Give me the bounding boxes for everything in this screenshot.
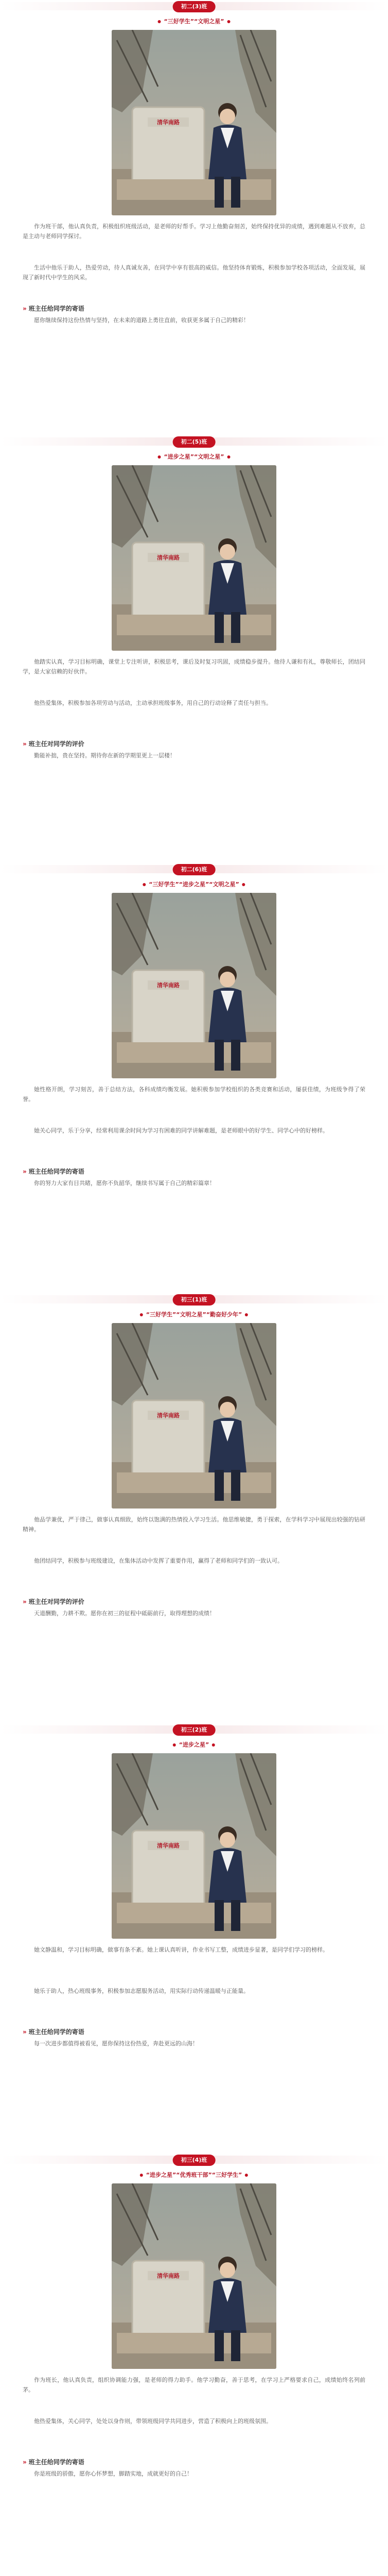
plaque-text: 清华南路 — [157, 119, 180, 126]
honor-title — [139, 879, 248, 890]
star-icon — [242, 883, 245, 886]
student-paragraph: 她文静温和，学习目标明确，做事有条不紊。她上课认真听讲，作业书写工整，成绩进步显著，是同学们学习的榜样。 — [34, 1946, 328, 1953]
class-tag: 初三(1)班 — [173, 1294, 216, 1306]
student-photo — [112, 1323, 276, 1509]
honor-title — [155, 16, 234, 27]
comment-title: » 班主任给同学的寄语 — [23, 1168, 84, 1175]
plaque-text: 清华南路 — [157, 982, 180, 989]
student-paragraph: 他品学兼优，严于律己，做事认真细致，始终以饱满的热情投入学习生活。他思维敏捷，勇于探索，在学科学习中展现出较强的钻研精神。 — [23, 1516, 365, 1533]
photo-illustration — [112, 465, 276, 651]
bullet-icon: » — [23, 2459, 27, 2466]
comment-title: » 班主任给同学的寄语 — [23, 2459, 84, 2466]
student-photo — [112, 2183, 276, 2369]
photo-illustration — [112, 1753, 276, 1939]
honor-title — [170, 1740, 218, 1750]
student-photo — [112, 1753, 276, 1939]
honor-text: “三好学生”“进步之星”“文明之星” — [149, 881, 239, 888]
student-paragraph: 作为班干部，他认真负责，积极组织班级活动，是老师的好帮手。学习上他勤奋刻苦，始终保持优异的成绩，遇到难题从不放弃，总是主动与老师同学探讨。 — [23, 223, 365, 240]
student-paragraph: 他团结同学，积极参与班级建设，在集体活动中发挥了重要作用，赢得了老师和同学们的一致认可。 — [34, 1557, 283, 1564]
student-paragraph: 她乐于助人，热心班级事务，积极参加志愿服务活动，用实际行动传递温暖与正能量。 — [34, 1988, 249, 1994]
student-photo — [112, 30, 276, 215]
star-icon — [143, 883, 146, 886]
star-icon — [212, 1743, 215, 1747]
comment-text: 你的努力大家有目共睹，愿你不负韶华，继续书写属于自己的精彩篇章！ — [34, 1180, 215, 1187]
class-tag: 初二(6)班 — [173, 864, 216, 875]
star-icon — [227, 20, 230, 23]
star-icon — [158, 455, 161, 459]
star-icon — [245, 1313, 248, 1316]
bullet-icon: » — [23, 1168, 27, 1175]
plaque-text: 清华南路 — [157, 1842, 180, 1849]
student-paragraph: 生活中他乐于助人，热爱劳动，待人真诚友善，在同学中享有很高的威信。他坚持体育锻炼，积极参加学校各项活动，全面发展，展现了新时代中学生的风采。 — [23, 264, 365, 281]
bullet-icon: » — [23, 2028, 27, 2036]
comment-text: 天道酬勤，力耕不欺。愿你在初三的征程中砥砺前行，取得理想的成绩！ — [34, 1610, 215, 1617]
photo-illustration — [112, 1323, 276, 1509]
honor-text: “进步之星”“优秀班干部”“三好学生” — [146, 2172, 242, 2178]
photo-illustration — [112, 893, 276, 1078]
honor-title — [155, 452, 234, 462]
comment-title: » 班主任给同学的寄语 — [23, 2028, 84, 2036]
star-icon — [245, 2174, 248, 2177]
comment-title: » 班主任给同学的寄语 — [23, 305, 84, 312]
photo-illustration — [112, 2183, 276, 2369]
class-tag: 初二(3)班 — [173, 1, 216, 12]
class-tag: 初二(5)班 — [173, 436, 216, 448]
plaque-text: 清华南路 — [157, 1412, 180, 1419]
bullet-icon: » — [23, 740, 27, 748]
honor-text: “进步之星” — [179, 1741, 209, 1748]
student-photo — [112, 465, 276, 651]
honor-text: “三好学生”“文明之星”“勤奋好少年” — [146, 1311, 242, 1318]
student-paragraph: 她关心同学，乐于分享，经常利用课余时间为学习有困难的同学讲解难题，是老师眼中的好学生、同学心中的好榜样。 — [34, 1127, 328, 1134]
student-paragraph: 她性格开朗，学习刻苦，善于总结方法，各科成绩均衡发展。她积极参加学校组织的各类竞赛和活动，屡获佳绩，为班级争得了荣誉。 — [23, 1086, 365, 1103]
comment-text: 愿你继续保持这份热情与坚持，在未来的道路上勇往直前，收获更多属于自己的精彩！ — [34, 317, 249, 324]
star-icon — [140, 1313, 143, 1316]
class-tag: 初三(2)班 — [173, 1724, 216, 1736]
photo-illustration — [112, 30, 276, 215]
bullet-icon: » — [23, 1598, 27, 1605]
comment-title: » 班主任对同学的评价 — [23, 1598, 84, 1605]
comment-text: 勤能补拙，贵在坚持。期待你在新的学期里更上一层楼！ — [34, 752, 175, 759]
star-icon — [173, 1743, 176, 1747]
student-paragraph: 他热爱集体，关心同学，处处以身作则，带领班级同学共同进步，营造了积极向上的班级氛围。 — [34, 2418, 272, 2425]
student-paragraph: 他热爱集体，积极参加各项劳动与活动，主动承担班级事务，用自己的行动诠释了责任与担当。 — [34, 700, 272, 706]
honor-text: “三好学生”“文明之星” — [164, 18, 224, 25]
bullet-icon: » — [23, 305, 27, 312]
star-icon — [158, 20, 161, 23]
student-paragraph: 他踏实认真，学习目标明确，课堂上专注听讲，积极思考，课后及时复习巩固，成绩稳步提升。他待人谦和有礼，尊敬师长，团结同学，是大家信赖的好伙伴。 — [23, 658, 365, 675]
star-icon — [140, 2174, 143, 2177]
class-tag: 初三(4)班 — [173, 2155, 216, 2166]
honor-text: “进步之星”“文明之星” — [164, 453, 224, 460]
comment-text: 你是班级的骄傲，愿你心怀梦想，脚踏实地，成就更好的自己！ — [34, 2470, 192, 2477]
plaque-text: 清华南路 — [157, 554, 180, 561]
student-photo — [112, 893, 276, 1078]
plaque-text: 清华南路 — [157, 2273, 180, 2279]
honor-title — [137, 2170, 251, 2180]
honor-title — [137, 1310, 251, 1320]
student-paragraph: 作为班长，他认真负责，组织协调能力强，是老师的得力助手。他学习勤奋，善于思考，在学习上严格要求自己，成绩始终名列前茅。 — [23, 2377, 365, 2393]
star-icon — [227, 455, 230, 459]
comment-title: » 班主任对同学的评价 — [23, 740, 84, 748]
comment-text: 每一次进步都值得被看见，愿你保持这份热爱，奔赴更远的山海！ — [34, 2040, 198, 2047]
